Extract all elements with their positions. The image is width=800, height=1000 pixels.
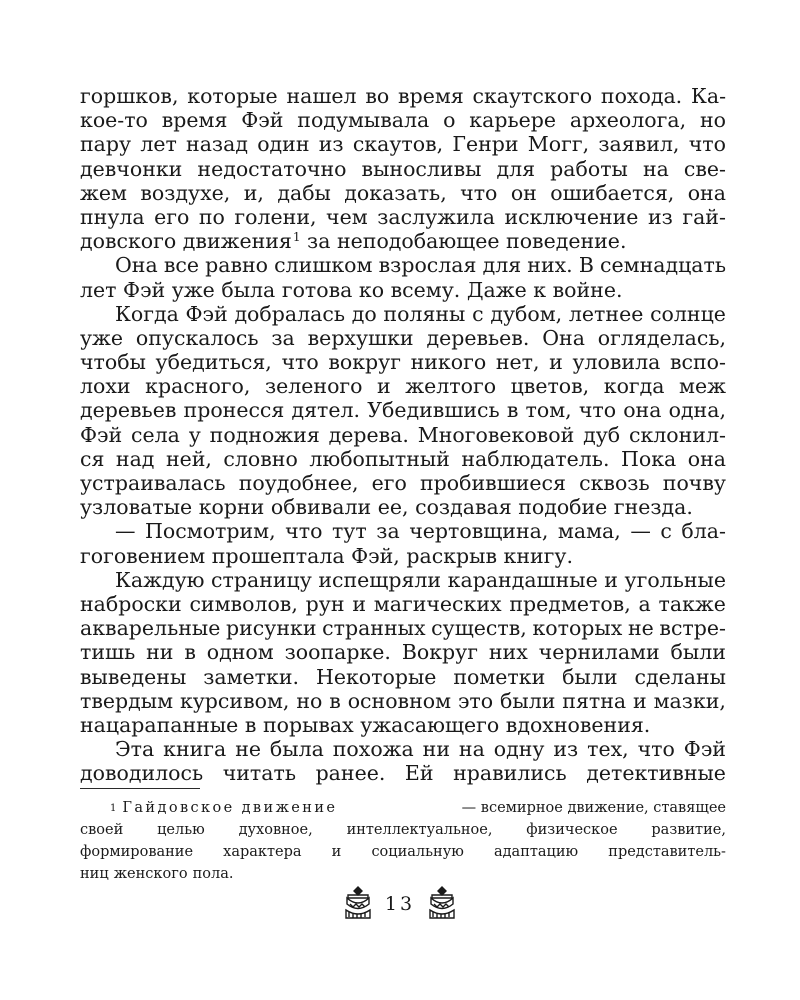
- word: но: [296, 688, 323, 713]
- word: карандашные: [447, 567, 598, 592]
- word: а: [638, 591, 651, 616]
- text-line: [80, 447, 726, 471]
- word: основном: [347, 688, 452, 713]
- word: чертовщина,: [409, 519, 549, 544]
- word: зеленого: [264, 374, 363, 399]
- word: над: [115, 446, 155, 471]
- word: была: [221, 277, 276, 302]
- word: женского: [113, 866, 188, 882]
- word: нравились: [453, 761, 567, 786]
- word: из: [647, 204, 673, 229]
- word: узловатые: [80, 495, 193, 520]
- word: неподобающее: [337, 229, 500, 254]
- word: любопытный: [309, 446, 450, 471]
- word: Когда: [115, 301, 179, 326]
- word: и,: [243, 180, 264, 205]
- word: и: [549, 350, 563, 375]
- word: вокруг: [328, 350, 401, 375]
- word: том,: [525, 398, 572, 423]
- word: верхушки: [307, 325, 414, 350]
- text-line: [80, 519, 726, 543]
- word: семнадцать: [600, 253, 726, 278]
- word: существ,: [431, 616, 527, 641]
- word: уже: [80, 325, 124, 350]
- word: которых: [532, 616, 623, 641]
- word: она: [623, 398, 662, 423]
- word: но: [699, 108, 726, 133]
- word: дерева.: [328, 422, 409, 447]
- word: работы: [550, 156, 628, 181]
- word: исключение: [504, 204, 639, 229]
- word: пнула: [80, 204, 145, 229]
- word: за: [376, 519, 400, 544]
- word: ужасающего: [360, 712, 500, 737]
- word: устраивалась: [80, 471, 226, 495]
- text-line: [80, 84, 726, 108]
- word: похода.: [600, 84, 683, 108]
- word: мама,: [557, 519, 621, 544]
- word: символов,: [189, 591, 298, 616]
- word: на: [642, 156, 669, 181]
- word: села: [131, 422, 180, 447]
- word: карьере: [469, 108, 557, 133]
- word: одна,: [668, 398, 726, 423]
- word: за: [271, 325, 295, 350]
- word: рун: [305, 591, 345, 616]
- word: твердым: [80, 688, 174, 713]
- word: деревьев.: [426, 325, 530, 350]
- word: когда: [603, 374, 665, 399]
- word: ошибается,: [550, 180, 675, 205]
- word: социальную: [371, 844, 464, 860]
- word: корни: [198, 495, 265, 520]
- scout-badge-icon: [425, 884, 459, 924]
- word: —: [630, 519, 651, 544]
- word: для: [482, 253, 522, 278]
- word: у: [188, 422, 201, 447]
- word: Пока: [620, 446, 677, 471]
- word: добралась: [234, 301, 345, 326]
- text-line: [80, 665, 726, 689]
- word: жем: [80, 180, 127, 205]
- word: заслужила: [377, 204, 495, 229]
- word: также: [658, 591, 726, 616]
- text-line: [80, 157, 726, 181]
- text-line: [80, 495, 726, 519]
- footnote-number: 1: [110, 803, 117, 814]
- word: ни: [146, 640, 174, 665]
- word: создавая: [415, 495, 512, 520]
- word: выносливы: [361, 156, 482, 181]
- page-number: 13: [384, 893, 416, 915]
- word: нашел: [286, 84, 357, 108]
- word: предметов,: [509, 591, 631, 616]
- word: обвивали: [270, 495, 372, 520]
- word: ко: [358, 277, 385, 302]
- word: археолога,: [569, 108, 687, 133]
- word: Фэй: [185, 301, 228, 326]
- word: лет: [80, 277, 117, 302]
- word: были: [562, 664, 618, 689]
- word: на: [458, 737, 485, 762]
- word: что: [281, 350, 319, 375]
- word: что: [637, 737, 675, 762]
- text-line: [80, 326, 726, 350]
- word: духовное,: [238, 822, 313, 838]
- text-line: [80, 544, 726, 568]
- text-line: [80, 713, 726, 737]
- word: угольные: [624, 567, 726, 592]
- word: поудобнее,: [238, 471, 359, 495]
- word: Каждую: [115, 567, 205, 592]
- word: Фэй: [241, 108, 284, 133]
- word: меж: [679, 374, 726, 399]
- word: огляделась,: [597, 325, 726, 350]
- word: Многовековой: [417, 422, 575, 447]
- word: ранее.: [315, 761, 386, 786]
- word: не: [235, 737, 261, 762]
- text-line: [80, 350, 726, 374]
- word: Некоторые: [315, 664, 437, 689]
- word: подножия: [209, 422, 320, 447]
- word: мазки,: [653, 688, 726, 713]
- word: зоопарке.: [284, 640, 391, 665]
- word: всему.: [390, 277, 461, 302]
- text-line: [80, 205, 726, 229]
- word: тех,: [587, 737, 629, 762]
- word: девчонки: [80, 156, 183, 181]
- word: характера: [223, 844, 302, 860]
- word: магических: [373, 591, 502, 616]
- word: все: [163, 253, 199, 278]
- word: что: [460, 180, 498, 205]
- text-line: [80, 398, 726, 422]
- word: гнезда.: [613, 495, 693, 520]
- text-line: [80, 253, 726, 277]
- word: чем: [326, 204, 368, 229]
- word: све-: [683, 156, 726, 181]
- word: пронесся: [183, 398, 285, 423]
- word: что: [285, 519, 323, 544]
- word: во: [365, 84, 390, 108]
- word: войне.: [552, 277, 623, 302]
- word: испещряли: [318, 567, 442, 592]
- word: них: [488, 640, 528, 665]
- word: доказать,: [344, 180, 447, 205]
- word: читать: [222, 761, 296, 786]
- word: Даже: [466, 277, 527, 302]
- text-line: [80, 278, 726, 302]
- word: пару: [80, 132, 132, 157]
- word: с: [472, 301, 484, 326]
- word: рисунки: [226, 616, 317, 641]
- scout-badge-icon: [341, 884, 375, 924]
- word: чернилами: [538, 640, 660, 665]
- word: акварельные: [80, 616, 221, 641]
- word: которые: [187, 84, 278, 108]
- word: уже: [171, 277, 215, 302]
- word: Она: [542, 325, 585, 350]
- word: них.: [527, 253, 573, 278]
- word: дуб: [583, 422, 621, 447]
- word: что: [688, 132, 726, 157]
- word: —: [115, 519, 136, 544]
- word: к: [533, 277, 547, 302]
- word: красного,: [145, 374, 251, 399]
- word: один: [257, 132, 310, 157]
- word: Фэй: [683, 737, 726, 762]
- word: были: [670, 640, 726, 665]
- word: она: [687, 446, 726, 471]
- word: воздухе,: [140, 180, 231, 205]
- text-line: [80, 761, 726, 785]
- word: развитие,: [651, 822, 726, 838]
- word: и: [377, 374, 391, 399]
- word: в: [184, 640, 196, 665]
- text-line: [80, 737, 726, 761]
- footnote-term: Гайдовское движение: [122, 800, 338, 816]
- word: слишком: [274, 253, 373, 278]
- word: одну: [493, 737, 545, 762]
- word: и: [633, 688, 647, 713]
- word: летнее: [568, 301, 644, 326]
- word: Ей: [404, 761, 434, 786]
- word: голени,: [234, 204, 317, 229]
- word: за: [307, 229, 331, 254]
- word: гай-: [682, 204, 726, 229]
- word: интеллектуальное,: [346, 822, 493, 838]
- word: чтобы: [80, 350, 146, 375]
- word: странных: [322, 616, 426, 641]
- word: и: [352, 591, 366, 616]
- word: бла-: [681, 519, 726, 544]
- footnote-reference: 1: [292, 230, 301, 245]
- word: Убедившись: [367, 398, 500, 423]
- word: Она: [115, 253, 158, 278]
- word: довского: [80, 229, 177, 254]
- word: она: [687, 180, 726, 205]
- word: формирование: [80, 844, 194, 860]
- word: поведение.: [506, 229, 627, 254]
- word: порывах: [262, 712, 354, 737]
- word: недостаточно: [197, 156, 347, 181]
- word: книгу.: [503, 543, 574, 568]
- word: деревьев: [80, 398, 177, 423]
- word: целью: [157, 822, 205, 838]
- word: цветов,: [510, 374, 590, 399]
- word: поляны: [383, 301, 466, 326]
- text-line: [80, 374, 726, 398]
- word: выведены: [80, 664, 187, 689]
- word: своей: [80, 822, 124, 838]
- word: подобие: [518, 495, 608, 520]
- main-text: [80, 84, 726, 785]
- word: он: [510, 180, 537, 205]
- word: дубом,: [490, 301, 563, 326]
- word: сквозь: [579, 471, 650, 495]
- word: дабы: [277, 180, 331, 205]
- word: никого: [410, 350, 487, 375]
- footnote: [80, 797, 726, 885]
- word: кое-то: [80, 108, 148, 133]
- text-line: [80, 640, 726, 664]
- word: была: [269, 737, 324, 762]
- word: и: [331, 844, 342, 860]
- word: сделаны: [634, 664, 726, 689]
- word: прошептала: [211, 543, 345, 568]
- word: ниц: [80, 866, 109, 882]
- word: В: [578, 253, 594, 278]
- word: физическое: [526, 822, 618, 838]
- word: раскрыв: [406, 543, 497, 568]
- word: убедиться,: [155, 350, 272, 375]
- word: тут: [331, 519, 367, 544]
- text-line: [80, 616, 726, 640]
- word: солнце: [650, 301, 726, 326]
- word: в: [329, 688, 341, 713]
- word: наброски: [80, 591, 182, 616]
- text-line: [80, 108, 726, 132]
- word: скаутов,: [352, 132, 444, 157]
- word: Могг,: [527, 132, 590, 157]
- word: время: [398, 84, 464, 108]
- word: Фэй,: [351, 543, 400, 568]
- word: готова: [281, 277, 353, 302]
- word: страницу: [211, 567, 312, 592]
- footnote-line1-rest: — всемирное движение, ставящее: [461, 800, 726, 816]
- word: пометки: [453, 664, 546, 689]
- word: до: [351, 301, 377, 326]
- word: заявил,: [598, 132, 680, 157]
- text-line: [80, 568, 726, 592]
- word: равно: [205, 253, 269, 278]
- word: его: [154, 204, 190, 229]
- word: пятна: [562, 688, 627, 713]
- page-footer: [0, 884, 800, 924]
- text-line: [80, 689, 726, 713]
- word: вспо-: [669, 350, 726, 375]
- word: одном: [206, 640, 274, 665]
- word: с: [660, 519, 672, 544]
- word: из: [553, 737, 579, 762]
- word: почву: [662, 471, 726, 495]
- word: ее,: [377, 495, 409, 520]
- word: тишь: [80, 640, 136, 665]
- word: его: [371, 471, 407, 495]
- word: Вокруг: [401, 640, 478, 665]
- footnote-line: [80, 841, 726, 863]
- word: ся: [80, 446, 105, 471]
- word: Генри: [452, 132, 519, 157]
- word: не: [627, 616, 654, 641]
- footnote-divider: [80, 788, 200, 789]
- text-line: [80, 229, 726, 253]
- word: о: [443, 108, 456, 133]
- word: назад: [186, 132, 248, 157]
- word: для: [496, 156, 536, 181]
- word: были: [500, 688, 556, 713]
- word: это: [457, 688, 494, 713]
- word: подумывала: [297, 108, 430, 133]
- word: представитель-: [608, 844, 726, 860]
- word: в: [506, 398, 519, 423]
- word: Эта: [115, 737, 155, 762]
- word: встре-: [659, 616, 726, 641]
- word: движения$^1$: [182, 229, 301, 254]
- footnote-line: [80, 819, 726, 841]
- word: Фэй: [123, 277, 166, 302]
- footnote-line: [80, 863, 726, 885]
- text-line: [80, 423, 726, 447]
- word: дятел.: [291, 398, 361, 423]
- word: скаутского: [472, 84, 593, 108]
- word: похожа: [332, 737, 414, 762]
- word: горшков,: [80, 84, 179, 108]
- word: гоговением: [80, 543, 206, 568]
- word: нет,: [495, 350, 540, 375]
- word: пробившиеся: [420, 471, 566, 495]
- word: пола.: [192, 866, 234, 882]
- word: вдохновения.: [505, 712, 651, 737]
- word: по: [198, 204, 225, 229]
- word: время: [161, 108, 228, 133]
- word: Ка-: [690, 84, 726, 108]
- word: Фэй: [80, 422, 123, 447]
- word: и: [604, 567, 618, 592]
- text-line: [80, 592, 726, 616]
- word: опускалось: [135, 325, 259, 350]
- word: детективные: [586, 761, 726, 786]
- word: словно: [223, 446, 298, 471]
- text-line: [80, 471, 726, 495]
- word: курсивом,: [179, 688, 290, 713]
- word: адаптацию: [493, 844, 579, 860]
- word: нацарапанные: [80, 712, 239, 737]
- word: что: [578, 398, 617, 423]
- footnote-line: [80, 797, 726, 819]
- word: лохи: [80, 374, 131, 399]
- word: Посмотрим,: [145, 519, 276, 544]
- word: склонил-: [628, 422, 726, 447]
- word: доводилось: [80, 761, 204, 786]
- word: из: [318, 132, 344, 157]
- word: желтого: [405, 374, 497, 399]
- word: заметки.: [203, 664, 300, 689]
- text-line: [80, 302, 726, 326]
- word: книга: [163, 737, 227, 762]
- word: наблюдатель.: [461, 446, 610, 471]
- word: ни: [422, 737, 450, 762]
- word: уловила: [572, 350, 661, 375]
- word: лет: [140, 132, 177, 157]
- word: ней,: [165, 446, 212, 471]
- text-line: [80, 132, 726, 156]
- word: в: [244, 712, 257, 737]
- word: взрослая: [378, 253, 477, 278]
- text-line: [80, 181, 726, 205]
